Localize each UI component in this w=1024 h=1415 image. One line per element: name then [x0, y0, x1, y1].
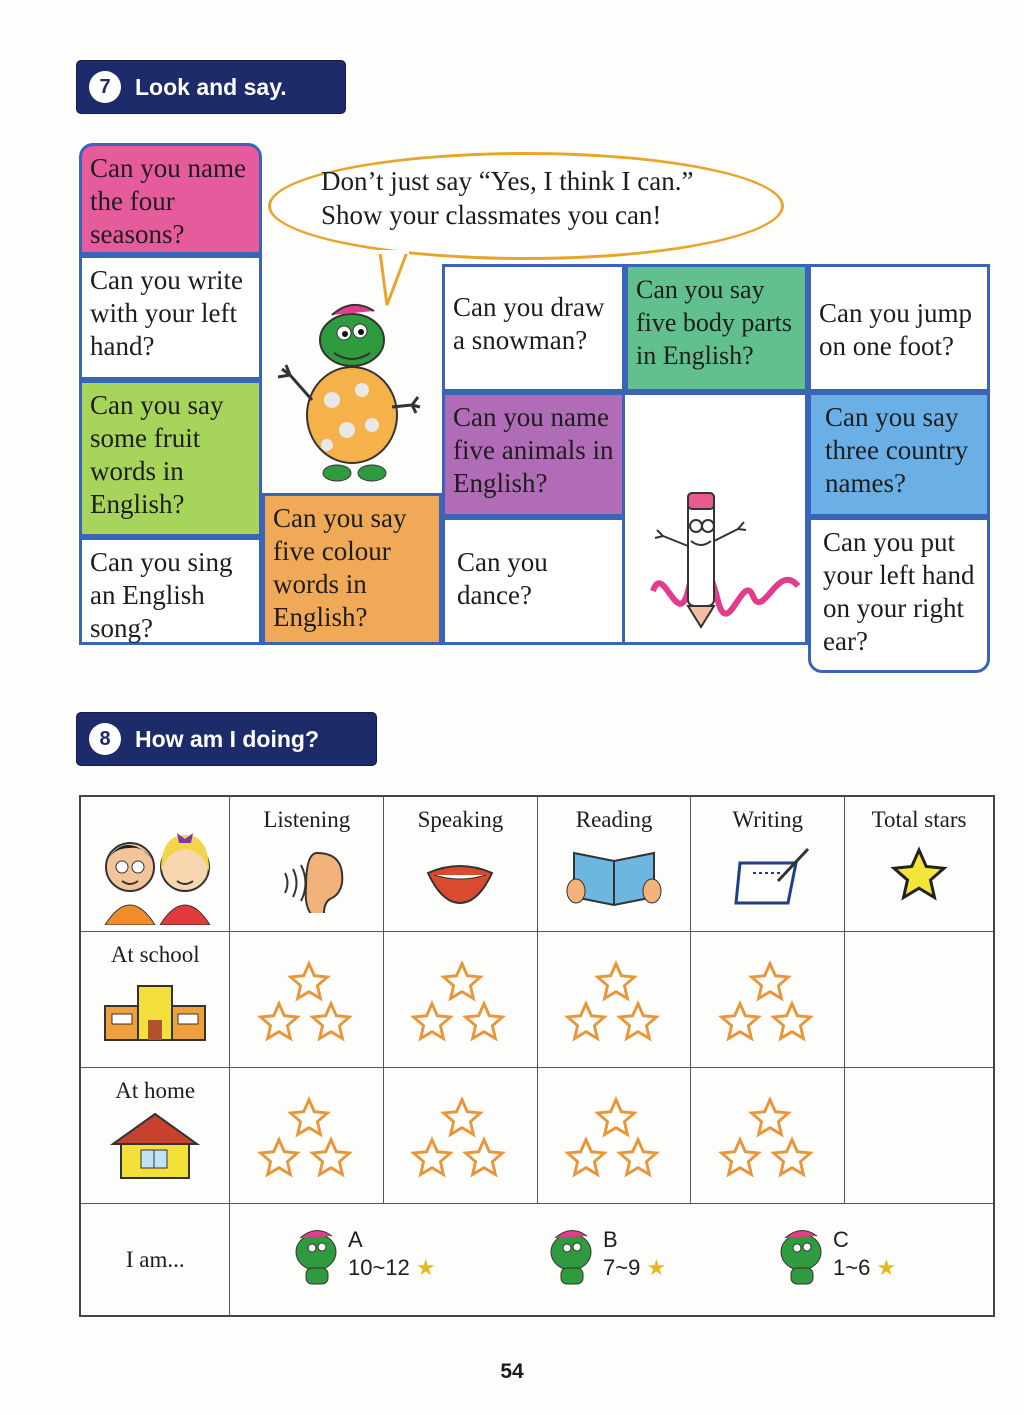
- stars-home-speaking: [384, 1068, 538, 1204]
- cell-fruit: Can you say some fruit words in English?: [79, 380, 262, 537]
- total-school: [845, 932, 994, 1068]
- rating-star-icon[interactable]: [748, 960, 792, 1004]
- star-icon: ★: [876, 1255, 897, 1280]
- cell-left-hand: Can you write with your left hand?: [79, 255, 262, 380]
- cell-animals: Can you name five animals in English?: [442, 392, 625, 517]
- house-icon: [105, 1110, 205, 1180]
- col-reading: Reading: [575, 807, 653, 832]
- cell-song: Can you sing an English song?: [79, 537, 262, 645]
- grade-b-letter: B: [603, 1227, 618, 1252]
- rating-star-icon[interactable]: [616, 1000, 660, 1044]
- school-icon: [100, 976, 210, 1046]
- rating-star-icon[interactable]: [309, 1000, 353, 1044]
- col-listening: Listening: [263, 807, 351, 832]
- rating-star-icon[interactable]: [309, 1136, 353, 1180]
- pencil-area: [625, 392, 808, 645]
- grade-c: [775, 1222, 896, 1286]
- rating-star-icon[interactable]: [770, 1000, 814, 1044]
- star-group: [257, 1096, 357, 1186]
- stars-home-reading: [537, 1068, 691, 1204]
- rating-star-icon[interactable]: [564, 1136, 608, 1180]
- stars-school-writing: [691, 932, 845, 1068]
- bubble-line-2: Show your classmates you can!: [321, 200, 662, 230]
- cell-countries: Can you say three country names?: [808, 392, 990, 517]
- rating-star-icon[interactable]: [748, 1096, 792, 1140]
- col-speaking: Speaking: [417, 807, 504, 832]
- dinosaur-icon: [775, 1222, 827, 1286]
- star-group: [718, 960, 818, 1050]
- col-writing: Writing: [732, 807, 804, 832]
- rating-star-icon[interactable]: [257, 1000, 301, 1044]
- section-7-header: [77, 61, 345, 113]
- rating-star-icon[interactable]: [718, 1000, 762, 1044]
- rating-star-icon[interactable]: [594, 960, 638, 1004]
- row-at-school: At school: [110, 942, 200, 967]
- children-icon: [85, 805, 225, 925]
- cell-dance: Can you dance?: [442, 517, 625, 645]
- rating-star-icon[interactable]: [440, 1096, 484, 1140]
- grade-a: [290, 1222, 436, 1286]
- star-icon: ★: [415, 1255, 436, 1280]
- section-7-number: 7: [89, 71, 121, 103]
- stars-school-speaking: [384, 932, 538, 1068]
- star-group: [718, 1096, 818, 1186]
- col-total-stars: Total stars: [871, 807, 967, 832]
- ear-icon: [257, 843, 357, 913]
- row-i-am: I am...: [80, 1204, 230, 1317]
- rating-star-icon[interactable]: [410, 1136, 454, 1180]
- notebook-icon: [718, 841, 818, 911]
- rating-star-icon[interactable]: [462, 1136, 506, 1180]
- grade-b: [545, 1222, 666, 1286]
- rating-star-icon[interactable]: [287, 1096, 331, 1140]
- stars-home-listening: [230, 1068, 384, 1204]
- pencil-mascot: [633, 401, 811, 651]
- rating-star-icon[interactable]: [440, 960, 484, 1004]
- cell-seasons: Can you name the four seasons?: [79, 143, 262, 255]
- star-group: [257, 960, 357, 1050]
- row-at-home: At home: [115, 1078, 196, 1103]
- page-number: 54: [500, 1360, 524, 1383]
- rating-star-icon[interactable]: [594, 1096, 638, 1140]
- bubble-line-1: Don’t just say “Yes, I think I can.”: [321, 166, 694, 196]
- dinosaur-mascot: [272, 295, 422, 495]
- total-home: [845, 1068, 994, 1204]
- rating-star-icon[interactable]: [287, 960, 331, 1004]
- stars-school-listening: [230, 932, 384, 1068]
- grade-b-range: 7~9: [603, 1255, 641, 1280]
- rating-star-icon[interactable]: [410, 1000, 454, 1044]
- section-8-header: [77, 713, 376, 765]
- grade-a-letter: A: [348, 1227, 363, 1252]
- star-icon: ★: [646, 1255, 667, 1280]
- dinosaur-icon: [545, 1222, 597, 1286]
- speech-bubble: [268, 152, 784, 260]
- section-8-number: 8: [89, 723, 121, 755]
- rating-star-icon[interactable]: [462, 1000, 506, 1044]
- cell-colour: Can you say five colour words in English?: [262, 493, 442, 645]
- children-cell: [80, 796, 230, 932]
- rating-star-icon[interactable]: [616, 1136, 660, 1180]
- cell-jump: Can you jump on one foot?: [808, 264, 990, 392]
- cell-body-parts: Can you say five body parts in English?: [625, 264, 808, 392]
- cell-left-hand-ear: Can you put your left hand on your right ear?: [808, 517, 990, 673]
- star-icon: [889, 845, 949, 905]
- grade-c-range: 1~6: [833, 1255, 871, 1280]
- book-icon: [564, 841, 664, 911]
- grade-a-range: 10~12: [348, 1255, 410, 1280]
- star-group: [564, 960, 664, 1050]
- section-8-title: How am I doing?: [135, 725, 319, 752]
- cell-snowman: Can you draw a snowman?: [442, 264, 625, 392]
- rating-star-icon[interactable]: [257, 1136, 301, 1180]
- stars-school-reading: [537, 932, 691, 1068]
- rating-star-icon[interactable]: [770, 1136, 814, 1180]
- star-group: [564, 1096, 664, 1186]
- rating-star-icon[interactable]: [718, 1136, 762, 1180]
- grade-c-letter: C: [833, 1227, 849, 1252]
- mouth-icon: [410, 843, 510, 913]
- star-group: [410, 960, 510, 1050]
- stars-home-writing: [691, 1068, 845, 1204]
- section-7-title: Look and say.: [135, 73, 287, 100]
- star-group: [410, 1096, 510, 1186]
- dinosaur-icon: [290, 1222, 342, 1286]
- rating-star-icon[interactable]: [564, 1000, 608, 1044]
